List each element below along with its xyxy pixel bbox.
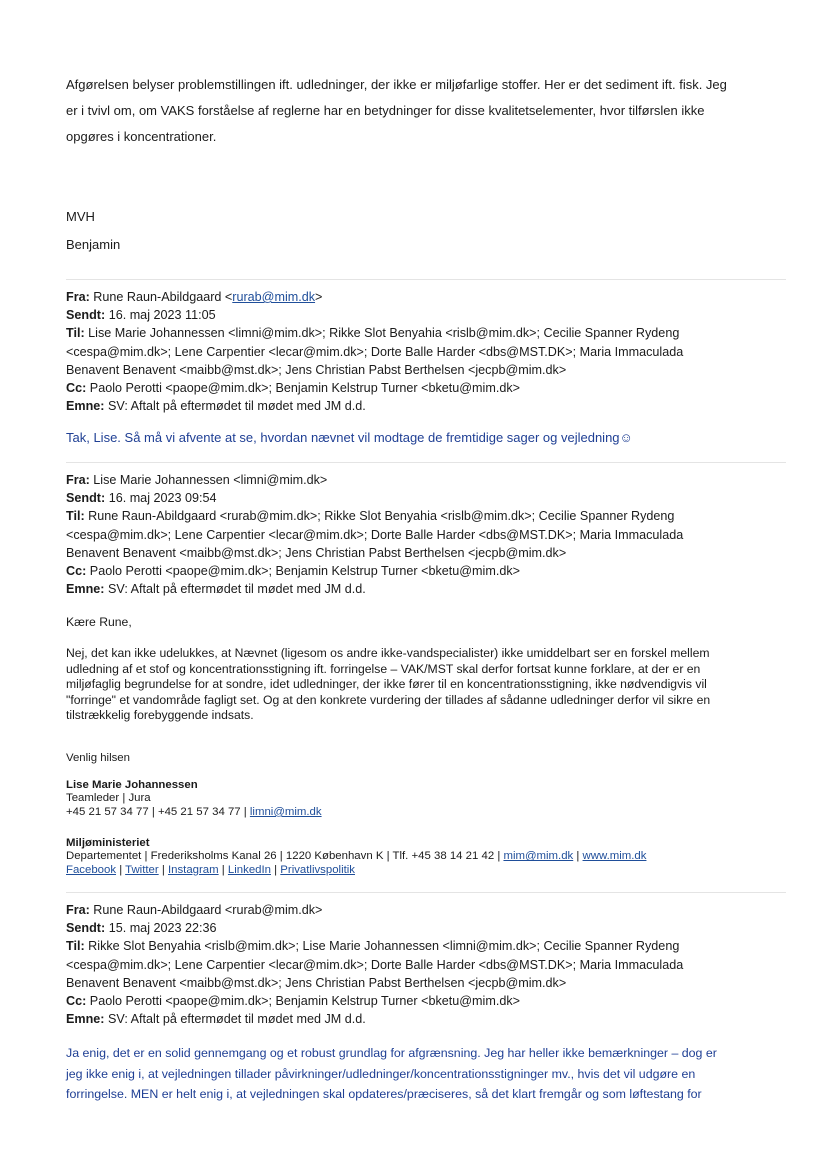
signature-phone: +45 21 57 34 77 | +45 21 57 34 77 | (66, 805, 250, 818)
from-row (66, 901, 786, 919)
subject-label: Emne: (66, 582, 105, 597)
from-row (66, 471, 786, 489)
organization-block (66, 837, 786, 877)
cc-value: Paolo Perotti <paope@mim.dk>; Benjamin Kelstrup Turner <bketu@mim.dk> (89, 381, 520, 396)
subject-row (66, 580, 786, 598)
separator (66, 462, 786, 463)
signature-email-link[interactable]: limni@mim.dk (249, 805, 322, 818)
cc-row (66, 379, 786, 397)
link-separator: | (573, 850, 583, 863)
from-label: Fra: (66, 473, 90, 487)
signature-name: Lise Marie Johannessen (66, 779, 198, 791)
sent-row (66, 919, 786, 937)
sent-value: 15. maj 2023 22:36 (108, 921, 217, 936)
greeting: Kære Rune, (66, 615, 132, 629)
subject-label: Emne: (66, 1012, 105, 1027)
to-label: Til: (66, 509, 85, 524)
subject-label: Emne: (66, 399, 105, 414)
from-row (66, 288, 786, 306)
organization-email-link[interactable]: mim@mim.dk (503, 850, 574, 863)
to-row-cont: Benavent Benavent <maibb@mst.dk>; Jens Christian Pabst Berthelsen <jecpb@mim.dk> (66, 975, 567, 990)
email-body: Tak, Lise. Så må vi afvente at se, hvordan nævnet vil modtage de fremtidige sager og vejledning☺ (66, 430, 633, 445)
subject-value: SV: Aftalt på eftermødet til mødet med JM d.d. (108, 399, 366, 414)
cc-row (66, 562, 786, 580)
sent-row (66, 306, 786, 324)
cc-value: Paolo Perotti <paope@mim.dk>; Benjamin Kelstrup Turner <bketu@mim.dk> (89, 994, 520, 1009)
body-line: jeg ikke enig i, at vejledningen tillader påvirkninger/udledninger/koncentrationsstigninger mv., hvis det vil udgøre en (66, 1066, 696, 1081)
subject-row (66, 1010, 786, 1028)
email-header (66, 288, 786, 415)
organization-web-link[interactable]: www.mim.dk (582, 850, 647, 863)
from-end: > (315, 290, 323, 304)
email-header (66, 901, 786, 1028)
to-row-cont: <cespa@mim.dk>; Lene Carpentier <lecar@mim.dk>; Dorte Balle Harder <dbs@MST.DK>; Maria Immaculada (66, 527, 684, 542)
intro-line: er i tvivl om, om VAKS forståelse af reglerne har en betydninger for disse kvalitetselementer, hvor tilførslen ikke (66, 103, 705, 118)
sent-row (66, 489, 786, 507)
from-value: Lise Marie Johannessen <limni@mim.dk> (93, 473, 328, 487)
intro-line: opgøres i koncentrationer. (66, 129, 217, 144)
organization-name: Miljøministeriet (66, 837, 150, 849)
to-row (66, 507, 786, 525)
body-line: Nej, det kan ikke udelukkes, at Nævnet (ligesom os andre ikke-vandspecialister) ikke umiddelbart ser en forskel mellem (66, 646, 710, 660)
sent-value: 16. maj 2023 11:05 (108, 308, 216, 323)
facebook-link[interactable]: Facebook (66, 863, 117, 876)
from-value: Rune Raun-Abildgaard <rurab@mim.dk> (93, 903, 323, 917)
sent-value: 16. maj 2023 09:54 (108, 491, 217, 506)
cc-label: Cc: (66, 994, 87, 1009)
to-row (66, 937, 786, 955)
subject-row (66, 397, 786, 415)
from-label: Fra: (66, 290, 90, 304)
to-row-cont: <cespa@mim.dk>; Lene Carpentier <lecar@mim.dk>; Dorte Balle Harder <dbs@MST.DK>; Maria Immaculada (66, 344, 684, 359)
regards: Venlig hilsen (66, 752, 130, 764)
cc-label: Cc: (66, 381, 87, 396)
body-line: "forringe" et vandområde fagligt set. Og at den konkrete vurdering der tillades af sådanne udledninger derfor vil sikre en (66, 692, 711, 707)
to-label: Til: (66, 939, 85, 954)
organization-address-row (66, 850, 786, 863)
email-body (66, 646, 786, 724)
closing (66, 203, 120, 259)
intro-line: Afgørelsen belyser problemstillingen ift. udledninger, der ikke er miljøfarlige stoffer. Her er det sediment ift. fisk. Jeg (66, 77, 727, 92)
email-header (66, 471, 786, 598)
cc-row (66, 992, 786, 1010)
from-email-link[interactable]: rurab@mim.dk (232, 290, 316, 304)
subject-value: SV: Aftalt på eftermødet til mødet med JM d.d. (108, 1012, 366, 1027)
to-row-cont: <cespa@mim.dk>; Lene Carpentier <lecar@mim.dk>; Dorte Balle Harder <dbs@MST.DK>; Maria Immaculada (66, 957, 684, 972)
separator (66, 279, 786, 280)
to-row-cont: Benavent Benavent <maibb@mst.dk>; Jens Christian Pabst Berthelsen <jecpb@mim.dk> (66, 545, 567, 560)
cc-label: Cc: (66, 564, 87, 579)
closing-mvh: MVH (66, 209, 95, 224)
body-line: tilstrækkelig forebyggende indsats. (66, 708, 254, 723)
sent-label: Sendt: (66, 308, 106, 323)
body-line: miljøfaglig begrundelse for at sondre, idet udledninger, der ikke fører til en koncentrationsstigning, ikke nødvendigvis vil (66, 677, 707, 692)
instagram-link[interactable]: Instagram (167, 863, 219, 876)
linkedin-link[interactable]: LinkedIn (227, 863, 271, 876)
body-line: udledning af et stof og koncentrationsstigning ift. forringelse – VAK/MST skal derfor fortsat kunne forklare, at der er en (66, 661, 701, 676)
body-line: Ja enig, det er en solid gennemgang og et robust grundlag for afgrænsning. Jeg har heller ikke bemærkninger – dog er (66, 1046, 717, 1060)
to-row (66, 324, 786, 342)
from-label: Fra: (66, 903, 90, 917)
sent-label: Sendt: (66, 921, 106, 936)
intro-paragraph (66, 72, 786, 150)
cc-value: Paolo Perotti <paope@mim.dk>; Benjamin Kelstrup Turner <bketu@mim.dk> (89, 564, 520, 579)
sent-label: Sendt: (66, 491, 106, 506)
to-value: Rune Raun-Abildgaard <rurab@mim.dk>; Rikke Slot Benyahia <rislb@mim.dk>; Cecilie Spanner Rydeng (88, 509, 675, 524)
body-line: forringelse. MEN er helt enig i, at vejledningen skal opdateres/præciseres, så det klart fremgår og som løftestang for (66, 1087, 702, 1101)
separator (66, 892, 786, 893)
organization-address: Departementet | Frederiksholms Kanal 26 | 1220 København K | Tlf. +45 38 14 21 42 | (66, 850, 504, 863)
signature-phone-row (66, 806, 786, 819)
from-value: Rune Raun-Abildgaard < (93, 290, 233, 304)
closing-name: Benjamin (66, 237, 121, 252)
signature (66, 779, 786, 819)
to-value: Rikke Slot Benyahia <rislb@mim.dk>; Lise Marie Johannessen <limni@mim.dk>; Cecilie Spanner Rydeng (88, 939, 680, 954)
twitter-link[interactable]: Twitter (125, 863, 159, 876)
email-body (66, 1043, 786, 1105)
to-label: Til: (66, 326, 85, 341)
to-row-cont: Benavent Benavent <maibb@mst.dk>; Jens Christian Pabst Berthelsen <jecpb@mim.dk> (66, 362, 567, 377)
signature-title: Teamleder | Jura (66, 792, 151, 805)
subject-value: SV: Aftalt på eftermødet til mødet med JM d.d. (108, 582, 366, 597)
to-value: Lise Marie Johannessen <limni@mim.dk>; Rikke Slot Benyahia <rislb@mim.dk>; Cecilie Spanner Rydeng (88, 326, 680, 341)
privacy-policy-link[interactable]: Privatlivspolitik (280, 863, 355, 876)
social-links: Facebook | Twitter | Instagram | LinkedIn | Privatlivspolitik (66, 863, 355, 876)
